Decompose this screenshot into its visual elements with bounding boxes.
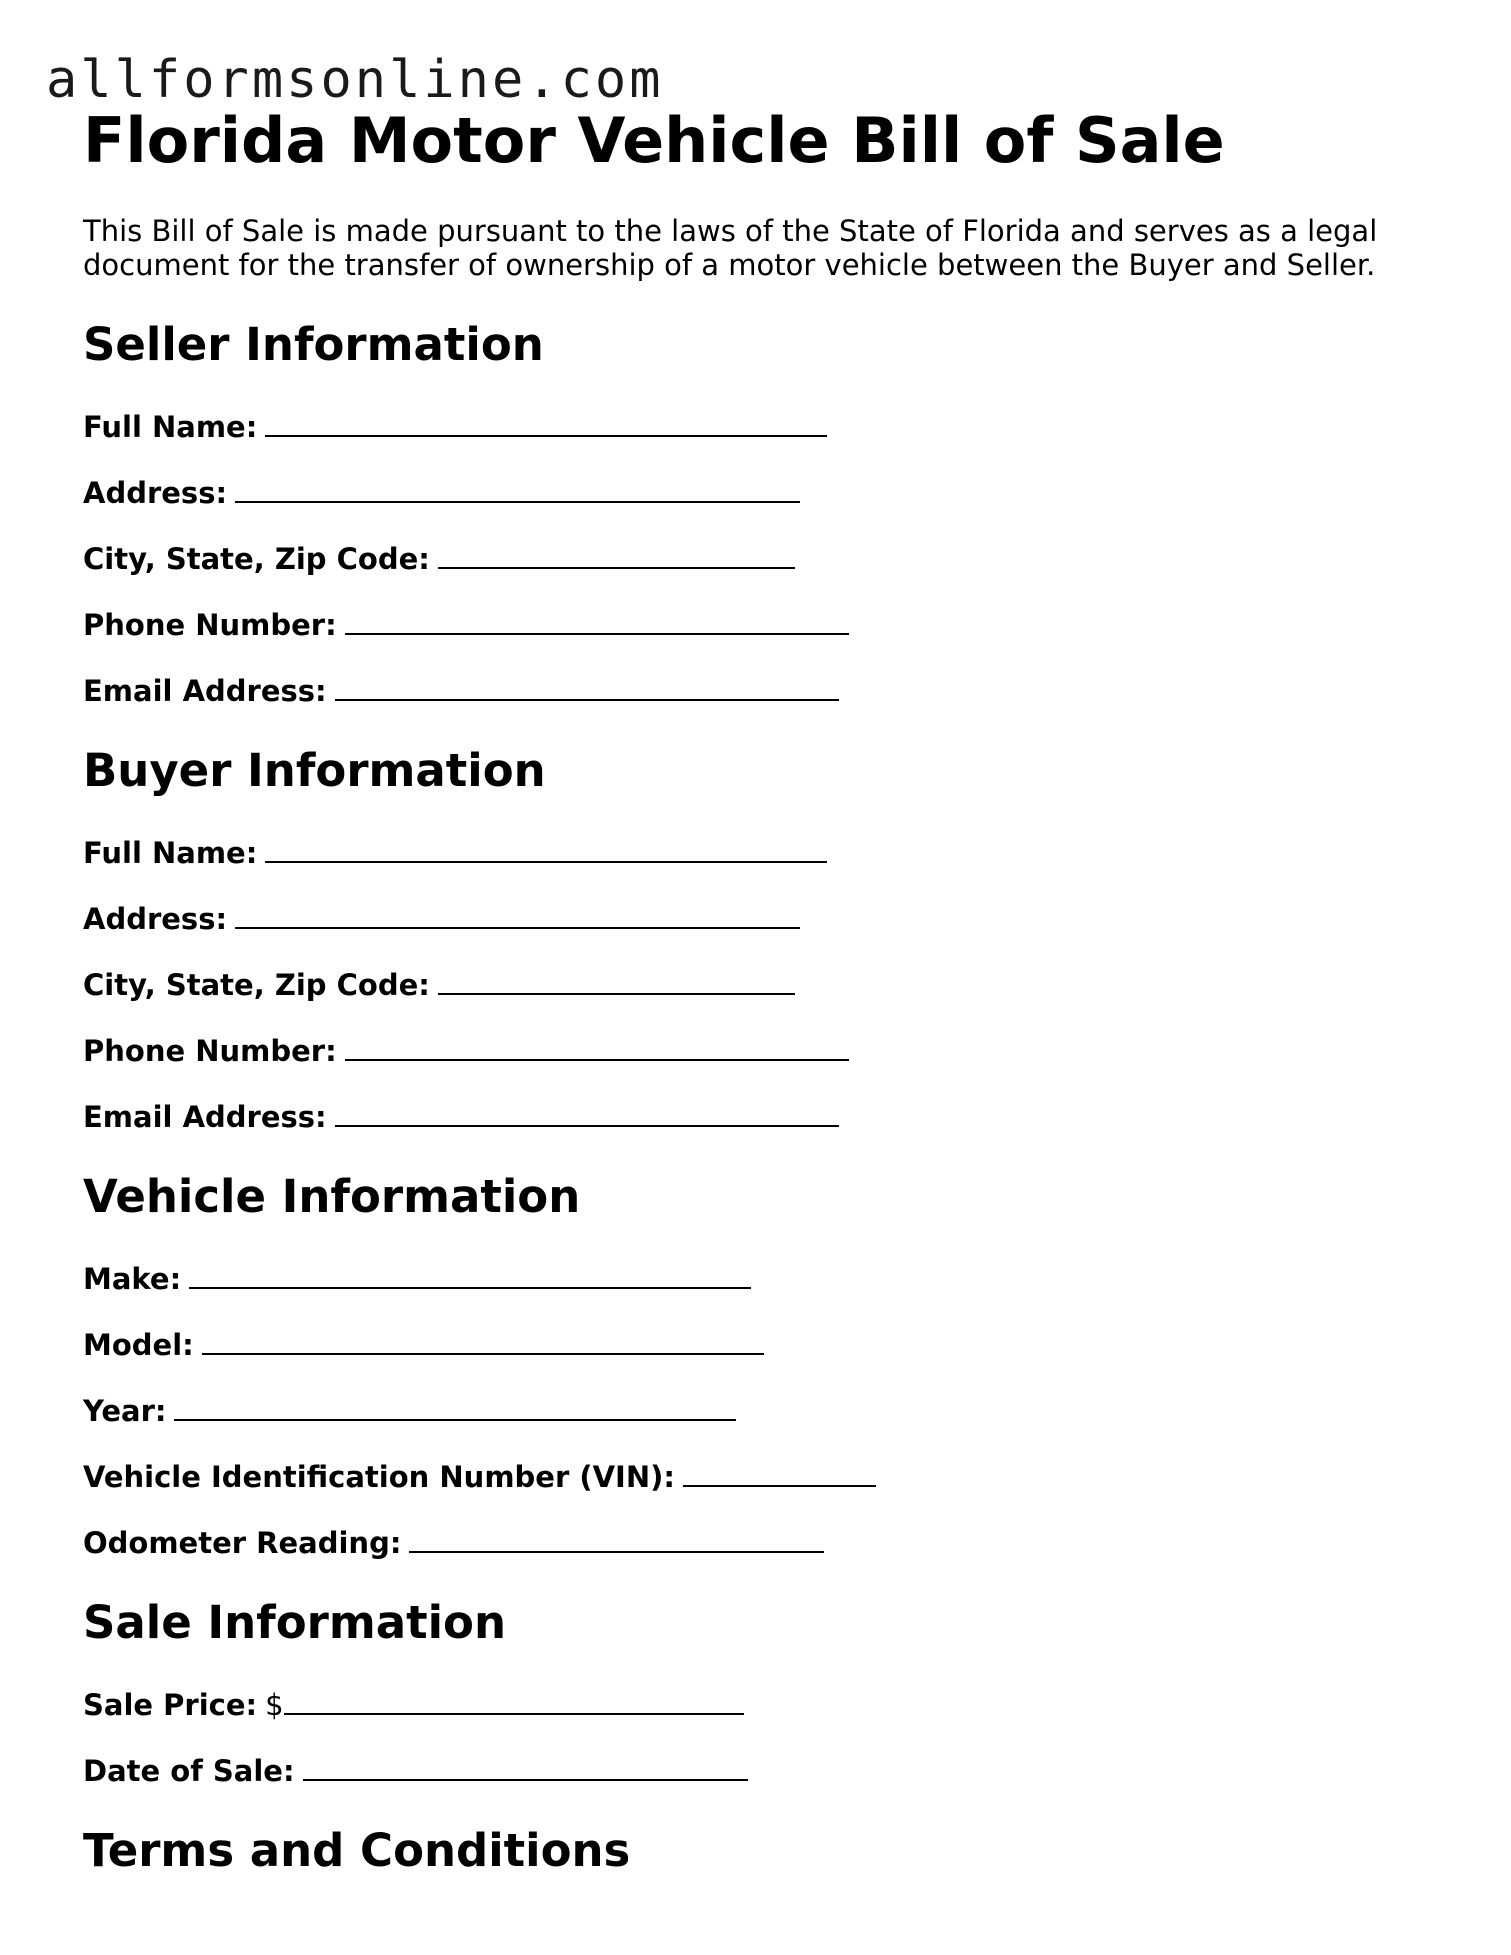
watermark: allformsonline.com [46,50,664,110]
vehicle-model-label: Model: [83,1328,194,1362]
buyer-phone-label: Phone Number: [83,1034,337,1068]
seller-phone-line[interactable] [345,607,849,635]
vehicle-odometer-field [83,1525,1443,1560]
sale-date-line[interactable] [303,1753,748,1781]
seller-city-state-zip-line[interactable] [438,541,795,569]
sale-date-field [83,1753,1443,1788]
buyer-heading: Buyer Information [83,744,546,797]
vehicle-section [83,1170,1443,1560]
vehicle-vin-label: Vehicle Identification Number (VIN): [83,1460,675,1494]
terms-heading: Terms and Conditions [83,1824,631,1877]
document-title: Florida Motor Vehicle Bill of Sale [83,104,1225,177]
buyer-address-line[interactable] [235,901,800,929]
vehicle-year-field [83,1393,1443,1428]
vehicle-heading: Vehicle Information [83,1170,581,1223]
seller-full-name-label: Full Name: [83,410,258,444]
buyer-city-state-zip-line[interactable] [438,967,795,995]
sale-price-label: Sale Price: [83,1688,258,1722]
dollar-sign: $ [265,1688,284,1722]
buyer-section [83,744,1443,1134]
seller-phone-label: Phone Number: [83,608,337,642]
seller-city-state-zip-label: City, State, Zip Code: [83,542,430,576]
vehicle-model-line[interactable] [202,1327,764,1355]
vehicle-model-field [83,1327,1443,1362]
vehicle-make-line[interactable] [189,1261,751,1289]
sale-heading: Sale Information [83,1596,506,1649]
buyer-address-label: Address: [83,902,228,936]
vehicle-odometer-label: Odometer Reading: [83,1526,402,1560]
buyer-city-state-zip-label: City, State, Zip Code: [83,968,430,1002]
seller-address-label: Address: [83,476,228,510]
seller-full-name-line[interactable] [265,409,827,437]
vehicle-make-label: Make: [83,1262,182,1296]
vehicle-vin-field [83,1459,1443,1494]
document [83,104,1443,1878]
seller-city-state-zip-field [83,541,1443,576]
sale-date-label: Date of Sale: [83,1754,295,1788]
buyer-full-name-line[interactable] [265,835,827,863]
terms-section [83,1824,1443,1878]
vehicle-year-line[interactable] [174,1393,736,1421]
buyer-city-state-zip-field [83,967,1443,1002]
seller-address-field [83,475,1443,510]
vehicle-odometer-line[interactable] [409,1525,824,1553]
buyer-email-line[interactable] [335,1099,839,1127]
seller-email-line[interactable] [335,673,839,701]
buyer-email-label: Email Address: [83,1100,327,1134]
buyer-email-field [83,1099,1443,1134]
vehicle-vin-line[interactable] [683,1459,876,1487]
seller-address-line[interactable] [235,475,800,503]
seller-full-name-field [83,409,1443,444]
seller-email-field [83,673,1443,708]
sale-section [83,1596,1443,1788]
buyer-full-name-field [83,835,1443,870]
seller-section [83,318,1443,708]
buyer-phone-line[interactable] [345,1033,849,1061]
buyer-full-name-label: Full Name: [83,836,258,870]
sale-price-line[interactable] [284,1687,744,1715]
seller-phone-field [83,607,1443,642]
vehicle-make-field [83,1261,1443,1296]
buyer-address-field [83,901,1443,936]
seller-email-label: Email Address: [83,674,327,708]
seller-heading: Seller Information [83,318,544,371]
intro-paragraph: This Bill of Sale is made pursuant to the laws of the State of Florida and serves as a legal document for the transfer of ownership of a motor vehicle between the Buyer and Seller. [83,214,1378,282]
sale-price-field [83,1687,1443,1722]
buyer-phone-field [83,1033,1443,1068]
vehicle-year-label: Year: [83,1394,167,1428]
